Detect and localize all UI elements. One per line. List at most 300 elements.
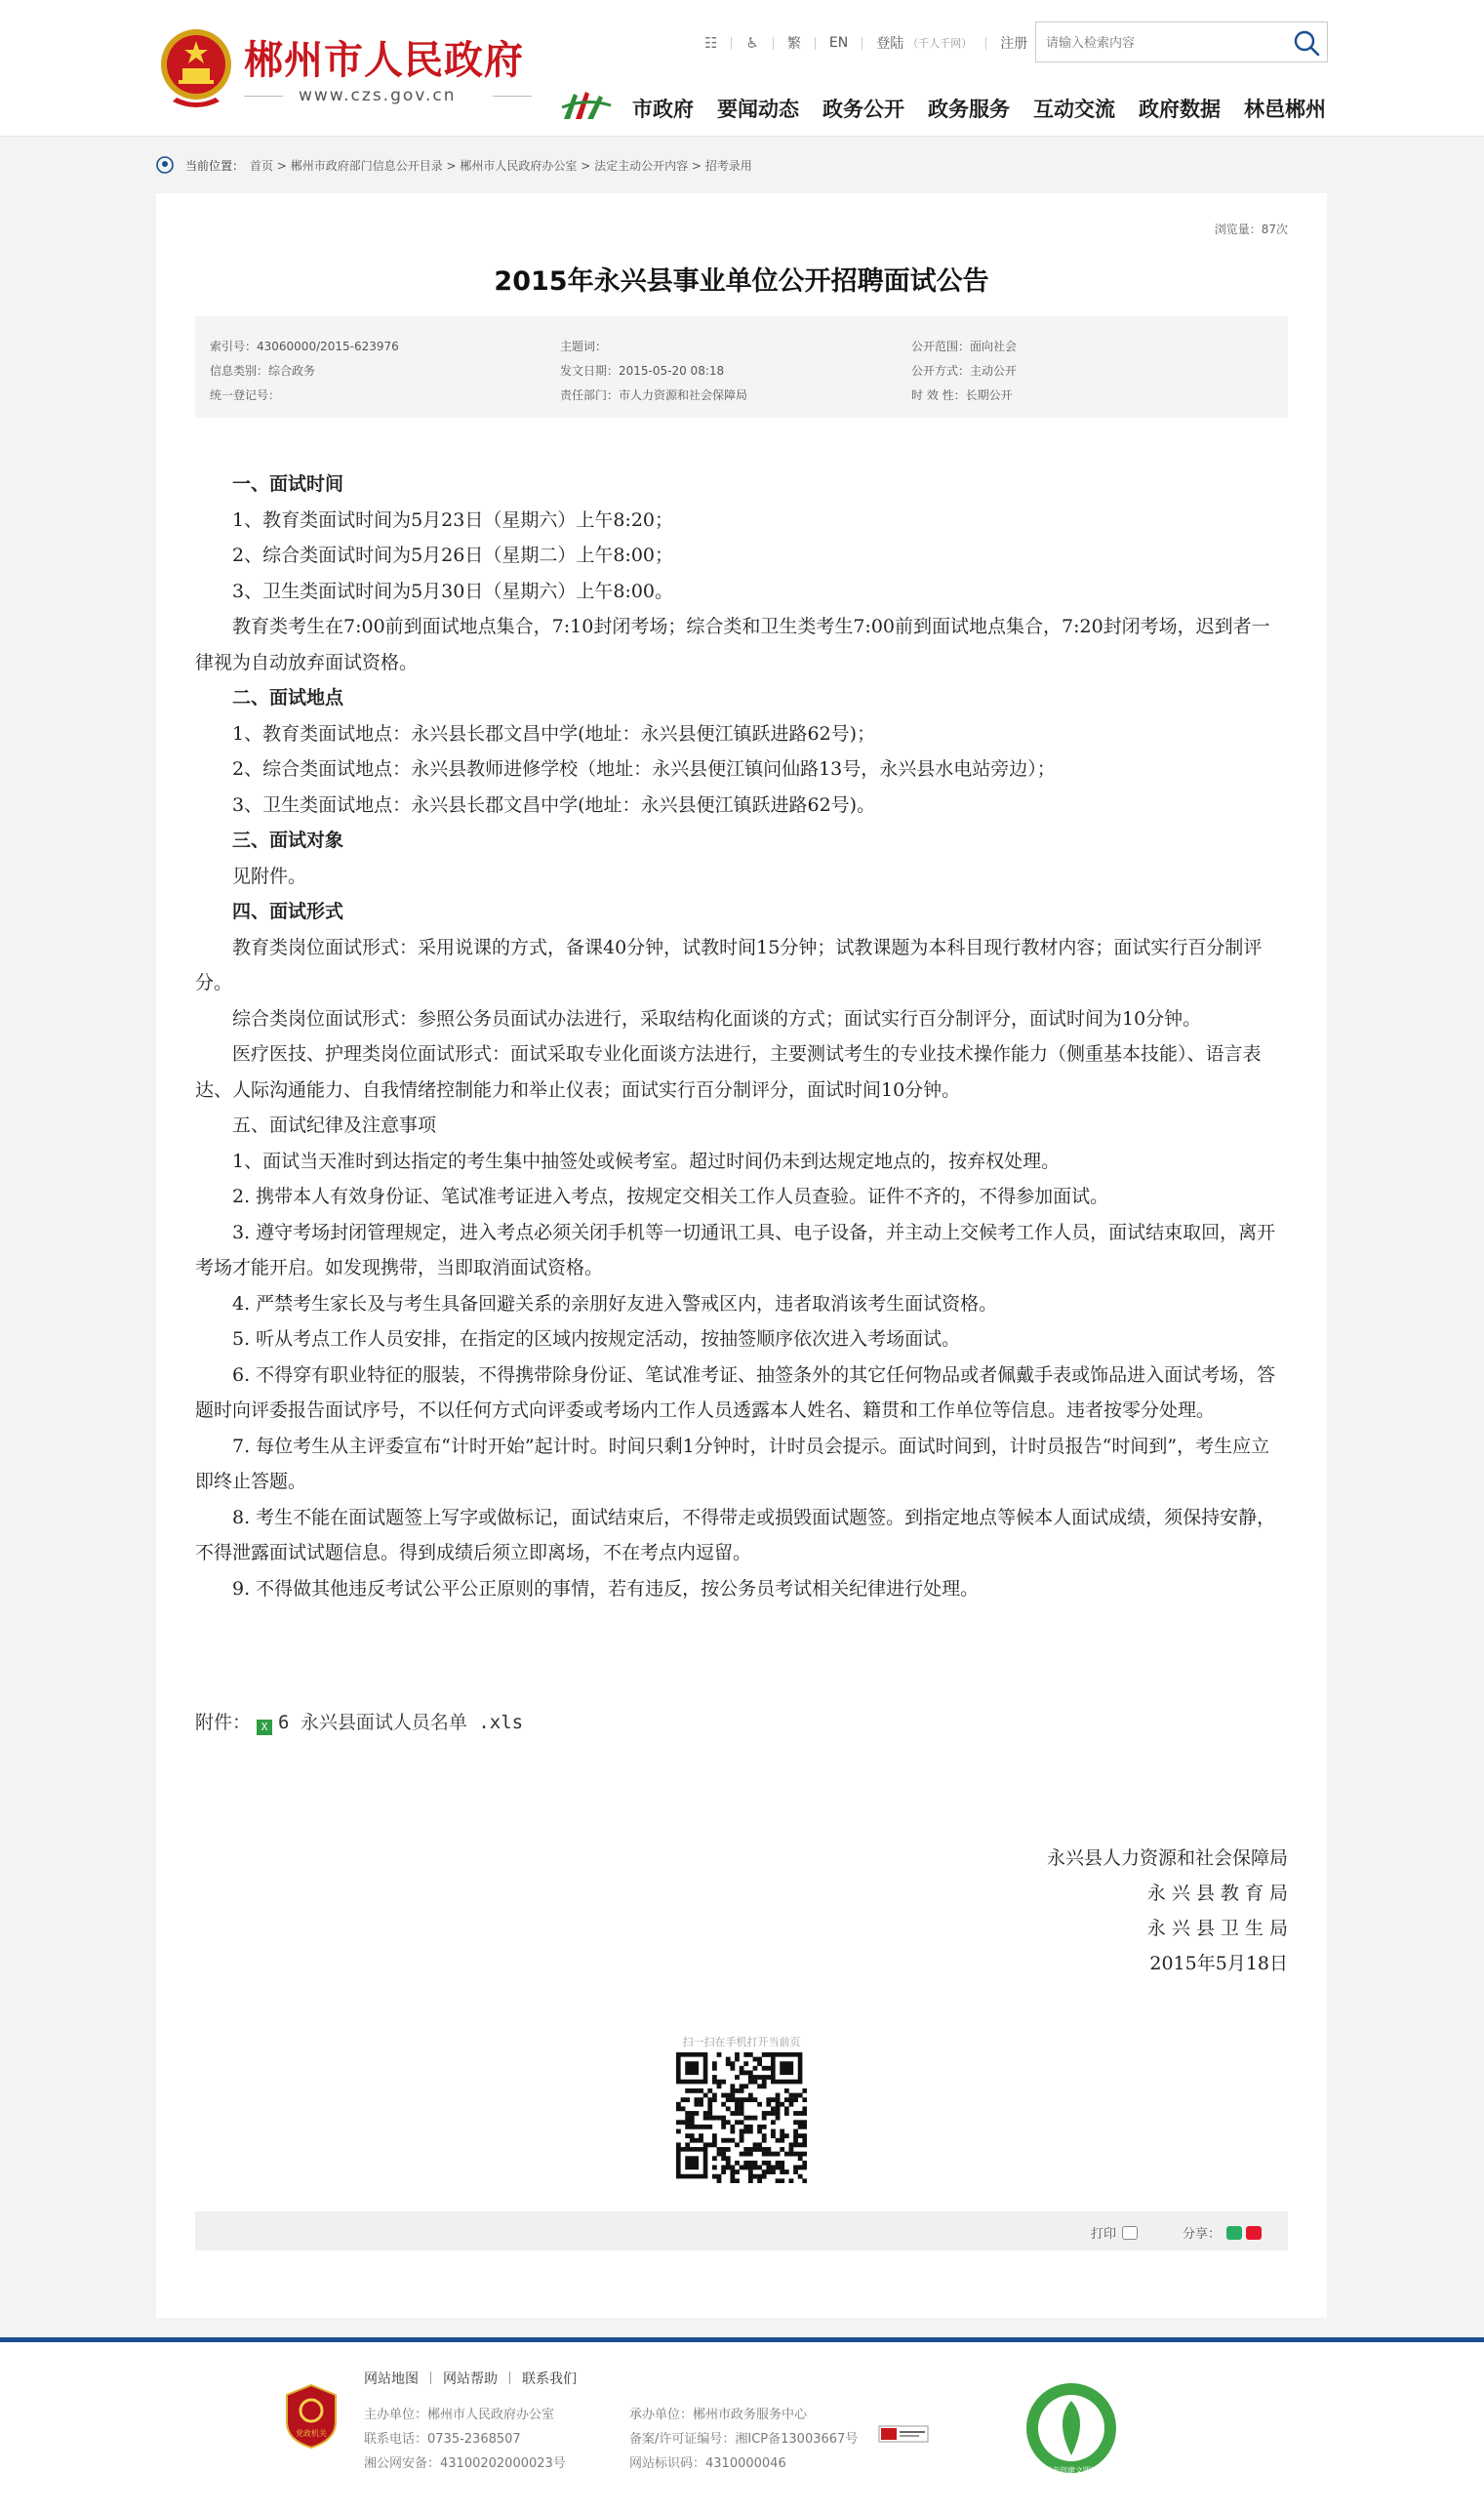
qr-module [694, 2102, 699, 2107]
search-input[interactable] [1046, 32, 1270, 54]
qr-module [743, 2161, 748, 2166]
qr-module [743, 2052, 748, 2057]
qr-module [802, 2178, 807, 2183]
qr-module [771, 2106, 776, 2111]
meta-unified-code: 统一登记号： [210, 388, 281, 402]
qr-module [762, 2169, 767, 2174]
article-paragraph: 9. 不得做其他违反考试公平公正原则的事情，若有违反，按公务员考试相关纪律进行处理。 [232, 1577, 980, 1600]
qr-module [789, 2152, 794, 2157]
qr-module [703, 2116, 708, 2121]
footer-phone: 联系电话：0735-2368507 [364, 2432, 521, 2447]
qr-module [789, 2178, 794, 2183]
qr-module [780, 2169, 784, 2174]
qr-module [757, 2102, 762, 2107]
article-paragraph: 2、综合类面试地点：永兴县教师进修学校（地址：永兴县便江镇问仙路13号，永兴县水电站旁边）； [232, 758, 1056, 780]
qr-module [757, 2057, 762, 2062]
qr-module [776, 2138, 781, 2143]
qr-module [789, 2093, 794, 2098]
qr-module [798, 2093, 803, 2098]
qr-module [802, 2088, 807, 2093]
signature-block [1047, 1841, 1288, 1981]
article-paragraph: 1、教育类面试时间为5月23日（星期六）上午8:20； [232, 508, 674, 531]
nav-item-news[interactable]: 要闻动态 [717, 98, 799, 121]
nav-item-gov-data[interactable]: 政府数据 [1139, 98, 1221, 121]
qr-module [740, 2097, 744, 2102]
nav-item-linyi-chenzhou[interactable]: 林邑郴州 [1244, 98, 1326, 121]
qr-module [784, 2111, 789, 2116]
qr-module [730, 2066, 735, 2071]
qr-module [757, 2178, 762, 2183]
qr-module [676, 2102, 681, 2107]
breadcrumb-path[interactable]: 首页 > 郴州市政府部门信息公开目录 > 郴州市人民政府办公室 > 法定主动公开内容 > 招考录用 [250, 158, 752, 173]
register-link[interactable]: 注册 [1000, 36, 1028, 52]
qr-module [676, 2142, 681, 2147]
qr-module [699, 2133, 703, 2138]
qr-module [721, 2166, 726, 2170]
qr-module [717, 2152, 722, 2157]
qr-code [676, 2052, 807, 2183]
qr-finder-core [685, 2061, 699, 2075]
site-header [0, 0, 1484, 137]
meta-scope: 公开范围：面向社会 [911, 340, 1018, 353]
qr-module [735, 2052, 740, 2057]
cert-badge-text: 郴州市创建文明城市 [1036, 2466, 1106, 2475]
article-paragraph: 3、卫生类面试时间为5月30日（星期六）上午8:00。 [232, 580, 674, 602]
footer-links [364, 2369, 577, 2388]
qr-module [798, 2111, 803, 2116]
qr-module [753, 2066, 758, 2071]
qr-module [757, 2084, 762, 2088]
signature-education-bureau: 永 兴 县 教 育 局 [1146, 1883, 1288, 1904]
article-paragraph: 四、面试形式 [232, 901, 344, 922]
domain-text: www.czs.gov.cn [299, 86, 457, 105]
qr-module [721, 2147, 726, 2152]
qr-module [707, 2125, 712, 2129]
qr-module [780, 2166, 784, 2170]
qr-module [735, 2178, 740, 2183]
qr-module [730, 2111, 735, 2116]
qr-module [712, 2166, 717, 2170]
qr-module [717, 2178, 722, 2183]
qr-module [798, 2133, 803, 2138]
qr-module [753, 2116, 758, 2121]
qr-module [757, 2166, 762, 2170]
qr-module [798, 2156, 803, 2161]
attachment [195, 1708, 523, 1735]
error-report-icon[interactable] [878, 2425, 929, 2443]
qr-module [776, 2093, 781, 2098]
qr-module [753, 2166, 758, 2170]
qr-module [740, 2070, 744, 2075]
article-paragraph: 二、面试地点 [232, 687, 344, 709]
civilized-city-badge-icon[interactable] [1024, 2379, 1118, 2477]
qr-module [762, 2080, 767, 2085]
qr-module [694, 2125, 699, 2129]
meta-publish-date: 发文日期：2015-05-20 08:18 [560, 364, 725, 378]
traditional-chinese-link[interactable]: 繁 [786, 36, 801, 52]
qr-module [740, 2084, 744, 2088]
site-domain [244, 86, 532, 105]
qr-module [703, 2093, 708, 2098]
article-paragraph: 五、面试纪律及注意事项 [232, 1115, 437, 1136]
english-link[interactable]: EN [828, 35, 849, 51]
qr-module [771, 2169, 776, 2174]
qr-module [717, 2052, 722, 2057]
qr-module [707, 2142, 712, 2147]
qr-module [690, 2125, 695, 2129]
qr-module [726, 2138, 731, 2143]
qr-module [757, 2142, 762, 2147]
article-paragraph: 7. 每位考生从主评委宣布“计时开始”起计时。时间只剩1分钟时，计时员会提示。面试时间到，计时员报告“时间到”，考生应立即终止答题。 [195, 1435, 1270, 1492]
qr-module [703, 2111, 708, 2116]
qr-module [793, 2138, 798, 2143]
qr-module [676, 2120, 681, 2125]
site-title[interactable]: 郴州市人民政府 [244, 38, 524, 83]
qr-module [730, 2169, 735, 2174]
qr-module [717, 2147, 722, 2152]
nav-logo-icon [560, 88, 614, 125]
qr-module [762, 2138, 767, 2143]
qr-module [766, 2147, 771, 2152]
attachment-link[interactable]: 6 永兴县面试人员名单 .xls [278, 1712, 524, 1733]
accessibility-icon[interactable]: ♿ [745, 34, 759, 52]
qr-module [802, 2161, 807, 2166]
breadcrumb [156, 154, 752, 176]
qr-module [753, 2174, 758, 2179]
qr-module [717, 2084, 722, 2088]
qr-module [757, 2147, 762, 2152]
qr-module [766, 2066, 771, 2071]
qr-module [748, 2097, 753, 2102]
qr-module [748, 2152, 753, 2157]
qr-module [740, 2152, 744, 2157]
domain-left-rule [244, 96, 283, 97]
qr-module [717, 2080, 722, 2085]
qr-module [748, 2174, 753, 2179]
qr-module [699, 2097, 703, 2102]
article-paragraph: 2. 携带本人有效身份证、笔试准考证进入考点，按规定交相关工作人员查验。证件不齐的，不得参加面试。 [232, 1186, 1109, 1207]
qr-module [730, 2166, 735, 2170]
qr-module [743, 2147, 748, 2152]
qr-module [784, 2097, 789, 2102]
qr-module [740, 2129, 744, 2134]
article-paragraph: 综合类岗位面试形式：参照公务员面试办法进行，采取结构化面谈的方式；面试实行百分制评分，面试时间为10分钟。 [232, 1007, 1202, 1030]
qr-module [771, 2129, 776, 2134]
qr-module [776, 2106, 781, 2111]
qr-module [798, 2166, 803, 2170]
qr-module [743, 2070, 748, 2075]
qr-module [730, 2084, 735, 2088]
qr-module [776, 2097, 781, 2102]
nav-item-city-government[interactable]: 市政府 [632, 98, 694, 121]
nav-item-gov-services[interactable]: 政务服务 [928, 98, 1010, 121]
qr-module [685, 2142, 690, 2147]
qr-module [748, 2080, 753, 2085]
qr-module [748, 2075, 753, 2080]
qr-module [735, 2120, 740, 2125]
qr-module [726, 2057, 731, 2062]
meta-method: 公开方式：主动公开 [911, 364, 1018, 378]
qr-module [681, 2097, 686, 2102]
qr-module [740, 2102, 744, 2107]
qr-module [721, 2156, 726, 2161]
qr-module [735, 2169, 740, 2174]
signature-health-bureau: 永 兴 县 卫 生 局 [1146, 1918, 1288, 1939]
qr-module [780, 2102, 784, 2107]
divider [430, 2371, 431, 2384]
elder-mode-icon[interactable]: ☷ [704, 34, 718, 52]
qr-module [694, 2111, 699, 2116]
article-paragraph: 4. 严禁考生家长及与考生具备回避关系的亲朋好友进入警戒区内，违者取消该考生面试资格。 [232, 1292, 998, 1315]
footer-security-record[interactable]: 湘公网安备：43100202000023号 [364, 2456, 566, 2471]
qr-module [766, 2166, 771, 2170]
qr-module [780, 2133, 784, 2138]
qr-module [735, 2088, 740, 2093]
article-body [195, 466, 1288, 1606]
login-link[interactable]: 登陆 [876, 36, 904, 52]
qr-module [685, 2125, 690, 2129]
qr-module [685, 2116, 690, 2121]
qr-module [735, 2142, 740, 2147]
qr-module [771, 2152, 776, 2157]
divider [731, 37, 732, 50]
qr-module [681, 2120, 686, 2125]
footer-link-sitemap[interactable]: 网站地图 [364, 2371, 419, 2387]
qr-module [776, 2178, 781, 2183]
footer-link-contact[interactable]: 联系我们 [522, 2371, 577, 2387]
qr-module [762, 2052, 767, 2057]
qr-module [793, 2120, 798, 2125]
qr-module [703, 2125, 708, 2129]
qr-module [757, 2061, 762, 2066]
qr-module [735, 2161, 740, 2166]
qr-module [681, 2106, 686, 2111]
qr-module [748, 2129, 753, 2134]
qr-module [766, 2102, 771, 2107]
qr-module [784, 2088, 789, 2093]
qr-module [798, 2142, 803, 2147]
footer-link-help[interactable]: 网站帮助 [443, 2371, 498, 2387]
search-icon[interactable] [1292, 28, 1321, 58]
qr-module [753, 2075, 758, 2080]
qr-finder-core [780, 2061, 793, 2075]
qr-module [743, 2116, 748, 2121]
qr-module [789, 2147, 794, 2152]
qr-module [740, 2133, 744, 2138]
qr-module [802, 2111, 807, 2116]
qr-module [753, 2057, 758, 2062]
article-paragraph: 6. 不得穿有职业特征的服装，不得携带除身份证、笔试准考证、抽签条外的其它任何物品或者佩戴手表或饰品进入面试考场，答题时向评委报告面试序号，不以任何方式向评委或考场内工作人员透露本人姓名、籍贯和工作单位等信息。违者按零分处理。 [195, 1363, 1276, 1421]
qr-module [748, 2116, 753, 2121]
wechat-share-icon[interactable] [1226, 2226, 1242, 2240]
qr-module [721, 2116, 726, 2121]
qr-module [685, 2133, 690, 2138]
qr-module [707, 2116, 712, 2121]
qr-module [740, 2106, 744, 2111]
qr-module [748, 2125, 753, 2129]
excel-file-icon: X [257, 1720, 272, 1735]
meta-validity: 时 效 性：长期公开 [911, 388, 1013, 402]
qr-module [712, 2061, 717, 2066]
qr-module [780, 2161, 784, 2166]
qr-module [802, 2142, 807, 2147]
divider [509, 2371, 510, 2384]
qr-module [707, 2088, 712, 2093]
qr-module [780, 2147, 784, 2152]
share-label: 分享： [1183, 2227, 1222, 2242]
qr-module [762, 2066, 767, 2071]
qr-module [721, 2102, 726, 2107]
qr-module [712, 2080, 717, 2085]
qr-module [743, 2061, 748, 2066]
qr-module [766, 2169, 771, 2174]
article-paragraph: 3、卫生类面试地点：永兴县长郡文昌中学(地址：永兴县便江镇跃进路62号)。 [232, 793, 876, 816]
divider [815, 37, 816, 50]
qr-module [748, 2178, 753, 2183]
qr-module [735, 2097, 740, 2102]
qr-module [789, 2097, 794, 2102]
qr-module [753, 2097, 758, 2102]
qr-module [748, 2052, 753, 2057]
qr-module [694, 2097, 699, 2102]
qr-module [735, 2106, 740, 2111]
qr-module [740, 2166, 744, 2170]
qr-module [753, 2147, 758, 2152]
qr-module [762, 2161, 767, 2166]
qr-module [730, 2088, 735, 2093]
qr-module [793, 2142, 798, 2147]
qr-module [757, 2129, 762, 2134]
qr-module [712, 2075, 717, 2080]
nav-item-interaction[interactable]: 互动交流 [1033, 98, 1115, 121]
signature-date: 2015年5月18日 [1149, 1953, 1288, 1974]
qr-module [789, 2142, 794, 2147]
qr-module [766, 2111, 771, 2116]
qr-module [685, 2111, 690, 2116]
qr-module [802, 2097, 807, 2102]
qr-module [690, 2133, 695, 2138]
meta-subject: 主题词： [560, 340, 608, 353]
article-meta [195, 316, 1288, 418]
qr-module [699, 2088, 703, 2093]
qr-module [690, 2088, 695, 2093]
qr-module [707, 2097, 712, 2102]
qr-module [712, 2116, 717, 2121]
qr-module [721, 2120, 726, 2125]
qr-module [740, 2066, 744, 2071]
qr-module [798, 2174, 803, 2179]
qr-module [690, 2111, 695, 2116]
qr-module [726, 2166, 731, 2170]
qr-module [793, 2111, 798, 2116]
weibo-share-icon[interactable] [1246, 2226, 1262, 2240]
qr-module [740, 2138, 744, 2143]
footer-icp[interactable]: 备案/许可证编号：湘ICP备13003667号 [629, 2432, 859, 2447]
qr-module [771, 2111, 776, 2116]
qr-module [690, 2120, 695, 2125]
qr-module [730, 2097, 735, 2102]
article-paragraph: 教育类考生在7:00前到面试地点集合，7:10封闭考场；综合类和卫生类考生7:00前到面试地点集合，7:20封闭考场，迟到者一律视为自动放弃面试资格。 [195, 616, 1270, 673]
breadcrumb-label: 当前位置： [185, 158, 245, 173]
qr-module [743, 2166, 748, 2170]
qr-module [712, 2156, 717, 2161]
qr-module [753, 2080, 758, 2085]
party-badge-text: 党政机关 [296, 2429, 327, 2438]
qr-module [784, 2152, 789, 2157]
qr-module [707, 2106, 712, 2111]
qr-module [730, 2178, 735, 2183]
qr-module [712, 2133, 717, 2138]
print-button[interactable] [1091, 2223, 1138, 2242]
site-footer [0, 2337, 1484, 2513]
login-note: （千人千网） [907, 37, 973, 50]
qr-module [726, 2147, 731, 2152]
qr-module [776, 2116, 781, 2121]
view-count: 浏览量：87次 [1214, 223, 1288, 236]
qr-module [740, 2120, 744, 2125]
article-paragraph: 医疗医技、护理类岗位面试形式：面试采取专业化面谈方法进行，主要测试考生的专业技术操作能力（侧重基本技能）、语言表达、人际沟通能力、自我情绪控制能力和举止仪表；面试实行百分制评分，面试时间10分钟。 [195, 1043, 1262, 1101]
printer-icon [1122, 2226, 1138, 2240]
qr-module [771, 2133, 776, 2138]
qr-module [762, 2111, 767, 2116]
qr-module [748, 2147, 753, 2152]
footer-site-code: 网站标识码：4310000046 [629, 2456, 786, 2471]
top-links [704, 31, 1027, 55]
qr-module [735, 2111, 740, 2116]
qr-module [740, 2088, 744, 2093]
qr-module [726, 2097, 731, 2102]
qr-module [735, 2075, 740, 2080]
qr-module [712, 2142, 717, 2147]
qr-module [762, 2125, 767, 2129]
qr-module [784, 2133, 789, 2138]
main-nav [632, 94, 1349, 123]
qr-module [726, 2093, 731, 2098]
qr-module [757, 2075, 762, 2080]
qr-module [726, 2156, 731, 2161]
qr-module [730, 2174, 735, 2179]
qr-module [793, 2093, 798, 2098]
article-paragraph: 三、面试对象 [232, 830, 344, 851]
qr-module [793, 2166, 798, 2170]
nav-item-gov-affairs-open[interactable]: 政务公开 [822, 98, 904, 121]
qr-module [802, 2133, 807, 2138]
location-pin-icon [156, 156, 174, 174]
qr-module [762, 2084, 767, 2088]
party-gov-badge-icon[interactable] [283, 2383, 340, 2450]
qr-module [703, 2142, 708, 2147]
article-toolbar [195, 2211, 1288, 2250]
qr-module [762, 2147, 767, 2152]
qr-module [753, 2161, 758, 2166]
article-title: 2015年永兴县事业单位公开招聘面试公告 [494, 266, 989, 297]
qr-module [766, 2075, 771, 2080]
qr-module [717, 2116, 722, 2121]
meta-info-category: 信息类别：综合政务 [210, 364, 316, 378]
qr-module [743, 2084, 748, 2088]
article-paragraph: 5. 听从考点工作人员安排，在指定的区域内按规定活动，按抽签顺序依次进入考场面试。 [232, 1328, 961, 1350]
qr-module [712, 2066, 717, 2071]
article-paragraph: 2、综合类面试时间为5月26日（星期二）上午8:00； [232, 545, 674, 566]
article-paragraph: 8. 考生不能在面试题签上写字或做标记，面试结束后，不得带走或损毁面试题签。到指定地点等候本人面试成绩，须保持安静，不得泄露面试试题信息。得到成绩后须立即离场，不在考点内逗留。 [195, 1506, 1276, 1563]
qr-module [730, 2061, 735, 2066]
qr-module [802, 2106, 807, 2111]
article-paragraph: 见附件。 [232, 865, 307, 887]
qr-module [802, 2138, 807, 2143]
national-emblem-icon[interactable] [159, 23, 233, 111]
qr-module [707, 2102, 712, 2107]
qr-module [771, 2166, 776, 2170]
